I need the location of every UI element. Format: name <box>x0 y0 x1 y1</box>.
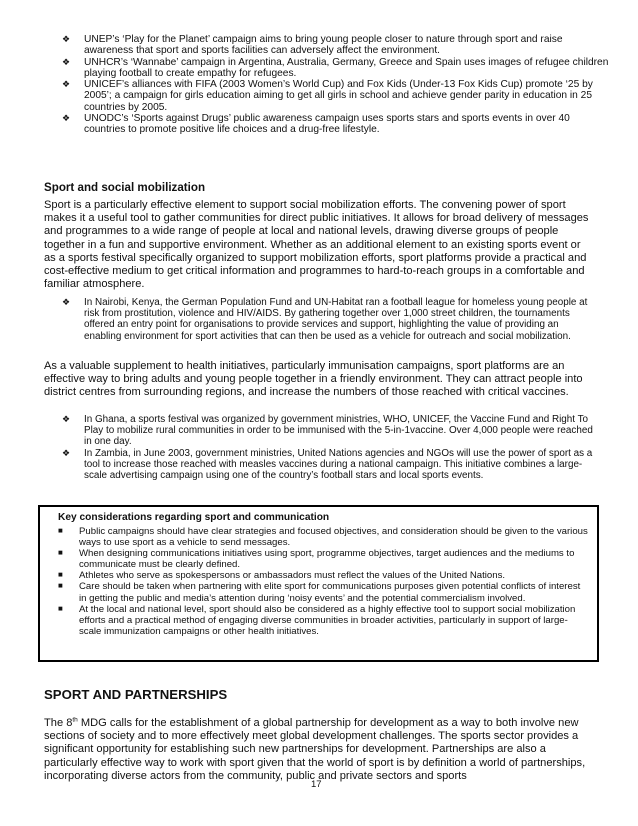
partnerships-text-start: The 8 <box>44 717 73 729</box>
list-item-text: UNHCR’s ‘Wannabe’ campaign in Argentina, Australia, Germany, Greece and Spain uses images of refugee children playing football to create empathy for refugees. <box>84 56 609 79</box>
list-item <box>62 414 593 448</box>
bullet-diamond-icon: ❖ <box>62 297 71 307</box>
partnerships-text-rest: MDG calls for the establishment of a global partnership for development as a way to both involve new sections of society and to more effectively meet global development challenges. The sports sector provides a significant opportunity for establishing such new partnerships for development. Partnerships are also a particularly effective way to work with sport given that the world of sport is by definition a world of partnerships, incorporating diverse actors from the community, public and private sectors and sports <box>44 717 586 782</box>
list-item <box>62 448 593 482</box>
bullet-diamond-icon: ❖ <box>62 414 71 424</box>
health-example-bullet-list <box>62 414 593 481</box>
bullet-diamond-icon: ❖ <box>62 56 71 67</box>
list-item <box>62 297 593 342</box>
list-item-text: In Nairobi, Kenya, the German Population Fund and UN-Habitat ran a football league for homeless young people at risk from prostitution, violence and HIV/AIDS. By gathering together over 1,000 street children, the tournaments offered an entry point for organisations to provide services and support, highlighting the value of providing an enabling environment for sport activities that can then be used as a vehicle for outreach and social mobilization. <box>84 297 588 342</box>
bullet-square-icon: ■ <box>58 603 63 613</box>
section-heading-social-mobilization: Sport and social mobilization <box>44 181 206 194</box>
list-item-text: UNODC’s ‘Sports against Drugs’ public awareness campaign uses sports stars and sports events in over 40 countries to promote positive life choices and a drug-free lifestyle. <box>84 113 570 136</box>
list-item-text: Public campaigns should have clear strategies and focused objectives, and consideration should be given to the various ways to use sport as a vehicle to send messages. <box>79 526 588 549</box>
list-item-text: At the local and national level, sport should also be considered as a highly effective tool to support social mobilization efforts and a practical method of engaging diverse communities in broader activities, particularly in support of large-scale immunization campaigns or other health initiatives. <box>79 603 576 637</box>
body-paragraph: As a valuable supplement to health initiatives, particularly immunisation campaigns, sport platforms are an effective way to bring adults and young people together in a friendly environment. They can attract people into district centres from surrounding regions, and increase the numbers of those reached with critical vaccines. <box>44 360 583 399</box>
section-heading-partnerships: SPORT AND PARTNERSHIPS <box>44 687 228 702</box>
list-item-text: UNEP’s ‘Play for the Planet’ campaign aims to bring young people closer to nature through sport and raise awareness that sport and sports facilities can adversely affect the environment. <box>84 34 563 57</box>
bullet-diamond-icon: ❖ <box>62 447 71 458</box>
list-item <box>58 581 589 603</box>
list-item <box>58 604 589 637</box>
campaign-bullet-list <box>62 34 610 136</box>
body-paragraph: Sport is a particularly effective element to support social mobilization efforts. The convening power of sport makes it a useful tool to gather communities for direct public initiatives. It allows for broad delivery of messages and programmes to a wide range of people at local and national levels, drawing diverse groups of people together in a fun and supportive environment. Whether as an additional element to an existing sports event or as a sports festival specifically organized to support mobilization efforts, sport platforms provide a practical and cost-effective medium to get critical information and programmes to hard-to-reach groups in a comfortable and familiar atmosphere. <box>44 199 589 291</box>
bullet-square-icon: ■ <box>58 581 63 591</box>
key-considerations-list <box>58 526 589 637</box>
partnerships-paragraph <box>44 717 593 783</box>
list-item <box>62 57 610 80</box>
list-item <box>58 570 589 581</box>
bullet-square-icon: ■ <box>58 570 63 580</box>
list-item-text: Care should be taken when partnering with elite sport for communications purposes given potential conflicts of interest in getting the public and media’s attention during ‘noisy events’ and the potential commercialism involved. <box>79 581 581 604</box>
bullet-diamond-icon: ❖ <box>62 79 71 90</box>
page-number: 17 <box>311 779 322 790</box>
bullet-square-icon: ■ <box>58 526 63 535</box>
key-considerations-box <box>38 505 599 662</box>
list-item <box>62 34 610 57</box>
bullet-diamond-icon: ❖ <box>62 34 71 44</box>
bullet-diamond-icon: ❖ <box>62 113 71 124</box>
list-item-text: Athletes who serve as spokespersons or ambassadors must reflect the values of the United Nations. <box>79 570 506 582</box>
list-item-text: In Ghana, a sports festival was organized by government ministries, WHO, UNICEF, the Vaccine Fund and Right To Play to mobilize rural communities in order to be immunised with the 5-in-1vaccine. Over 4,000 people were reached in one day. <box>84 414 593 448</box>
ordinal-suffix: th <box>72 716 78 724</box>
bullet-square-icon: ■ <box>58 548 63 558</box>
list-item <box>58 526 589 548</box>
box-title: Key considerations regarding sport and communication <box>58 512 330 523</box>
list-item-text: UNICEF’s alliances with FIFA (2003 Women’s World Cup) and Fox Kids (Under-13 Fox Kids Cup) promote ‘25 by 2005’; a campaign for girls education aiming to get all girls in school and achieve gender parity in education in 25 countries by 2005. <box>84 79 593 113</box>
list-item-text: When designing communications initiatives using sport, programme objectives, target audiences and the mediums to communicate must be clearly defined. <box>79 548 575 571</box>
list-item <box>62 113 610 136</box>
list-item <box>62 79 610 113</box>
example-bullet-list <box>62 297 593 342</box>
list-item <box>58 548 589 570</box>
list-item-text: In Zambia, in June 2003, government ministries, United Nations agencies and NGOs will use the power of sport as a tool to increase those reached with measles vaccines during a national campaign. This initiative combines a large-scale advertising campaign using one of the country’s football stars and local sports events. <box>84 447 593 482</box>
